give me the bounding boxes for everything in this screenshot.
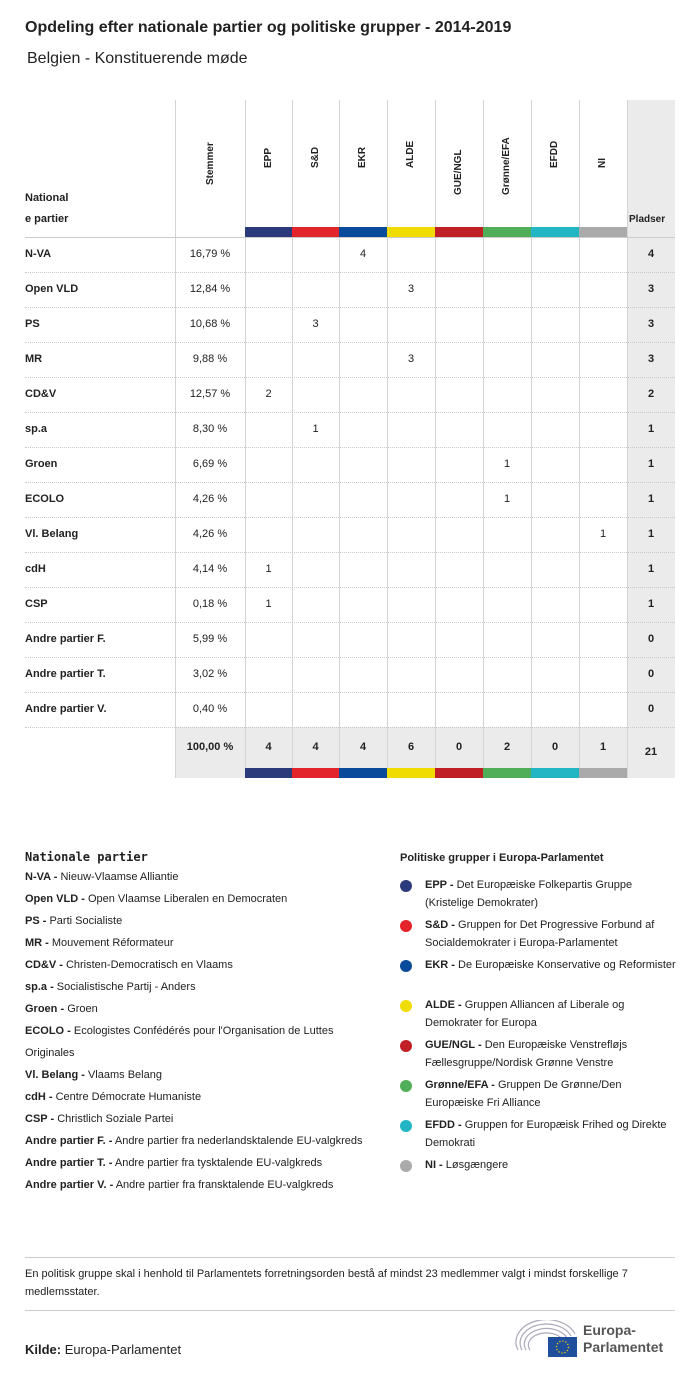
group-fullname: Gruppen De Grønne/Den Europæiske Fri Alliance (425, 1079, 622, 1109)
party-abbr: Andre partier T. - (25, 1157, 113, 1169)
group-fullname: Den Europæiske Venstrefløjs Fællesgruppe/Nordisk Grønne Venstre (425, 1039, 628, 1069)
seats-total: 21 (644, 746, 658, 758)
votes-cell: 10,68 % (189, 318, 231, 330)
party-abbr: sp.a - (25, 981, 54, 993)
group-fullname: De Europæiske Konservative og Reformister (458, 959, 676, 971)
seats-total-cell: 1 (647, 458, 655, 470)
seat-cell: 4 (359, 248, 367, 260)
divider (25, 1310, 675, 1311)
seat-cell: 3 (312, 318, 319, 330)
party-abbr: CD&V - (25, 959, 63, 971)
group-color-dot-icon (400, 960, 412, 972)
logo-line2: Parlamentet (583, 1339, 664, 1355)
column-divider (387, 100, 388, 778)
logo-line1: Europa- (583, 1322, 636, 1338)
footnote: En politisk gruppe skal i henhold til Parlamentets forretningsorden bestå af mindst 23 medlemmer valgt i mindst forskellige 7 medlemsstater. (25, 1268, 628, 1298)
seats-total-cell: 1 (647, 528, 655, 540)
party-fullname: Vlaams Belang (87, 1069, 162, 1081)
group-header-guengl: GUE/NGL (453, 149, 464, 195)
group-abbr: NI - (425, 1159, 443, 1171)
party-legend-item (25, 976, 385, 998)
party-legend-title: Nationale partier (25, 850, 148, 864)
group-fullname: Løsgængere (445, 1159, 509, 1171)
group-legend-item (400, 1076, 680, 1112)
seats-total-cell: 1 (647, 563, 655, 575)
party-header-line2: e partier (25, 213, 69, 225)
party-legend-item (25, 1020, 385, 1064)
party-name: MR (25, 353, 43, 365)
party-fullname: Centre Démocrate Humaniste (55, 1091, 202, 1103)
party-name: CSP (25, 598, 48, 610)
row-divider (25, 727, 675, 728)
source-label: Kilde: (25, 1342, 62, 1357)
row-divider (25, 412, 675, 413)
party-fullname: Mouvement Réformateur (51, 937, 174, 949)
seat-cell: 1 (503, 458, 511, 470)
seats-total-cell: 3 (647, 283, 655, 295)
seats-total-cell: 0 (647, 703, 655, 715)
votes-cell: 8,30 % (192, 423, 228, 435)
group-total: 4 (359, 741, 367, 753)
column-divider (579, 100, 580, 778)
group-fullname: Gruppen for Europæisk Frihed og Direkte Demokrati (425, 1119, 667, 1149)
seat-cell: 3 (407, 353, 415, 365)
votes-cell: 4,26 % (192, 528, 228, 540)
group-color-dot-icon (400, 1080, 412, 1092)
seats-total-cell: 0 (647, 668, 655, 680)
row-divider (25, 517, 675, 518)
seat-cell: 1 (599, 528, 607, 540)
votes-cell: 6,69 % (192, 458, 228, 470)
party-name: Andre partier F. (25, 633, 106, 645)
group-legend-item (400, 1116, 680, 1152)
seat-cell: 2 (265, 388, 272, 400)
group-color-bar (245, 227, 292, 237)
group-header-alde: ALDE (405, 140, 416, 168)
group-color-bar (579, 768, 627, 778)
group-color-bar (292, 227, 339, 237)
party-abbr: Open VLD - (25, 893, 85, 905)
group-color-dot-icon (400, 920, 412, 932)
group-color-dot-icon (400, 1000, 412, 1012)
party-fullname: Christen-Democratisch en Vlaams (65, 959, 233, 971)
group-color-bar (435, 768, 483, 778)
seats-total-cell: 3 (647, 353, 655, 365)
seat-cell: 1 (503, 493, 511, 505)
group-abbr: ALDE - (425, 999, 462, 1011)
party-abbr: Groen - (25, 1003, 65, 1015)
group-header-epp: EPP (262, 147, 274, 168)
column-divider (435, 100, 436, 778)
party-legend-item (25, 888, 385, 910)
group-color-bar (339, 227, 387, 237)
group-total: 0 (551, 741, 559, 753)
party-fullname: Socialistische Partij - Anders (56, 981, 196, 993)
group-color-bar (531, 227, 579, 237)
seats-total-cell: 2 (647, 388, 655, 400)
votes-cell: 0,40 % (192, 703, 228, 715)
ep-logo (515, 1320, 680, 1360)
seats-total-cell: 1 (647, 493, 655, 505)
row-divider (25, 587, 675, 588)
party-legend-item (25, 1108, 385, 1130)
hemicycle-icon (515, 1320, 579, 1358)
party-abbr: ECOLO - (25, 1025, 71, 1037)
group-color-dot-icon (400, 1160, 412, 1172)
group-color-bar (387, 227, 435, 237)
group-color-dot-icon (400, 880, 412, 892)
group-total: 4 (265, 741, 272, 753)
seat-cell: 1 (265, 563, 272, 575)
group-total: 2 (503, 741, 511, 753)
party-legend-item (25, 954, 385, 976)
party-abbr: N-VA - (25, 871, 58, 883)
party-header (25, 188, 68, 230)
group-legend-title: Politiske grupper i Europa-Parlamentet (400, 852, 604, 864)
row-divider (25, 447, 675, 448)
group-legend-item (400, 876, 680, 912)
party-header-line1: National (25, 192, 69, 204)
party-abbr: Andre partier V. - (25, 1179, 114, 1191)
group-header-ni: NI (597, 158, 608, 168)
party-fullname: Andre partier fra fransktalende EU-valgkreds (115, 1179, 334, 1191)
party-abbr: cdH - (25, 1091, 53, 1103)
party-legend-item (25, 866, 385, 888)
party-legend-item (25, 1064, 385, 1086)
votes-cell: 12,84 % (189, 283, 231, 295)
group-legend-item (400, 916, 680, 952)
party-legend-item (25, 1130, 385, 1152)
party-fullname: Parti Socialiste (49, 915, 123, 927)
party-legend-item (25, 1174, 385, 1196)
row-divider (25, 482, 675, 483)
votes-cell: 4,14 % (192, 563, 228, 575)
group-legend-item (400, 1156, 680, 1174)
votes-cell: 5,99 % (192, 633, 228, 645)
group-header-efdd: EFDD (549, 140, 560, 168)
party-name: Vl. Belang (25, 528, 79, 540)
party-name: Andre partier T. (25, 668, 106, 680)
group-color-bar (387, 768, 435, 778)
votes-cell: 12,57 % (189, 388, 231, 400)
group-color-bar (245, 768, 292, 778)
group-color-bar (483, 227, 531, 237)
party-fullname: Andre partier fra nederlandsktalende EU-valgkreds (114, 1135, 363, 1147)
row-divider (25, 307, 675, 308)
party-fullname: Christlich Soziale Partei (57, 1113, 174, 1125)
votes-cell: 4,26 % (192, 493, 228, 505)
party-abbr: Andre partier F. - (25, 1135, 113, 1147)
group-total: 0 (455, 741, 463, 753)
group-legend-item (400, 996, 680, 1032)
party-fullname: Open Vlaamse Liberalen en Democraten (87, 893, 288, 905)
column-divider (483, 100, 484, 778)
column-divider (531, 100, 532, 778)
seat-cell: 3 (407, 283, 415, 295)
group-fullname: Gruppen Alliancen af Liberale og Demokrater for Europa (425, 999, 625, 1029)
group-total: 1 (599, 741, 607, 753)
votes-header: Stemmer (205, 142, 216, 185)
group-color-bar (531, 768, 579, 778)
group-abbr: Grønne/EFA - (425, 1079, 495, 1091)
row-divider (25, 657, 675, 658)
seats-header: Pladser (629, 214, 666, 225)
seats-total-cell: 1 (647, 423, 655, 435)
party-name: PS (25, 318, 40, 330)
votes-cell: 16,79 % (189, 248, 231, 260)
party-name: CD&V (25, 388, 57, 400)
group-color-bar (292, 768, 339, 778)
party-name: ECOLO (25, 493, 65, 505)
group-color-bar (435, 227, 483, 237)
group-header-grnneefa: Grønne/EFA (501, 137, 512, 195)
party-legend-item (25, 998, 385, 1020)
party-name: cdH (25, 563, 46, 575)
votes-cell: 3,02 % (192, 668, 228, 680)
row-divider (25, 622, 675, 623)
party-abbr: Vl. Belang - (25, 1069, 85, 1081)
group-abbr: GUE/NGL - (425, 1039, 482, 1051)
group-legend-item (400, 1036, 680, 1072)
group-color-dot-icon (400, 1120, 412, 1132)
group-color-dot-icon (400, 1040, 412, 1052)
seat-cell: 1 (312, 423, 319, 435)
party-legend-item (25, 1152, 385, 1174)
row-divider (25, 342, 675, 343)
group-header-ekr: EKR (357, 146, 368, 168)
party-name: Open VLD (25, 283, 79, 295)
votes-cell: 9,88 % (192, 353, 228, 365)
row-divider (25, 692, 675, 693)
seats-total-cell: 4 (647, 248, 655, 260)
group-abbr: EKR - (425, 959, 455, 971)
group-header-sd: S&D (309, 146, 321, 168)
group-color-bar (483, 768, 531, 778)
group-abbr: EFDD - (425, 1119, 462, 1131)
party-abbr: MR - (25, 937, 49, 949)
column-divider (339, 100, 340, 778)
group-color-bar (339, 768, 387, 778)
seats-total-cell: 1 (647, 598, 655, 610)
seats-total-cell: 3 (647, 318, 655, 330)
party-abbr: CSP - (25, 1113, 55, 1125)
chart-title: Opdeling efter nationale partier og politiske grupper - 2014-2019 (25, 19, 512, 36)
votes-total: 100,00 % (186, 741, 234, 753)
party-fullname: Groen (67, 1003, 98, 1015)
group-fullname: Gruppen for Det Progressive Forbund af Socialdemokrater i Europa-Parlamentet (425, 919, 655, 949)
party-name: sp.a (25, 423, 48, 435)
column-divider (245, 100, 246, 778)
party-legend-item (25, 910, 385, 932)
group-total: 6 (407, 741, 415, 753)
party-legend-item (25, 1086, 385, 1108)
seat-cell: 1 (265, 598, 272, 610)
party-name: Andre partier V. (25, 703, 107, 715)
source-value: Europa-Parlamentet (64, 1342, 182, 1357)
group-fullname: Det Europæiske Folkepartis Gruppe (Kristelige Demokrater) (425, 879, 633, 909)
chart-subtitle: Belgien - Konstituerende møde (27, 50, 248, 67)
row-divider (25, 272, 675, 273)
seats-total-cell: 0 (647, 633, 655, 645)
divider (25, 1257, 675, 1258)
party-abbr: PS - (25, 915, 47, 927)
source (25, 1342, 181, 1357)
party-fullname: Andre partier fra tysktalende EU-valgkreds (114, 1157, 323, 1169)
party-legend-item (25, 932, 385, 954)
row-divider (25, 552, 675, 553)
party-fullname: Ecologistes Confédérés pour l'Organisation de Luttes Originales (25, 1025, 334, 1059)
row-divider (25, 377, 675, 378)
group-color-bar (579, 227, 627, 237)
party-name: N-VA (25, 248, 52, 260)
group-legend-item (400, 956, 680, 974)
group-total: 4 (312, 741, 319, 753)
group-abbr: EPP - (425, 879, 454, 891)
party-fullname: Nieuw-Vlaamse Alliantie (60, 871, 179, 883)
group-abbr: S&D - (425, 919, 455, 931)
party-name: Groen (25, 458, 58, 470)
votes-cell: 0,18 % (192, 598, 228, 610)
party-legend (25, 850, 385, 1196)
